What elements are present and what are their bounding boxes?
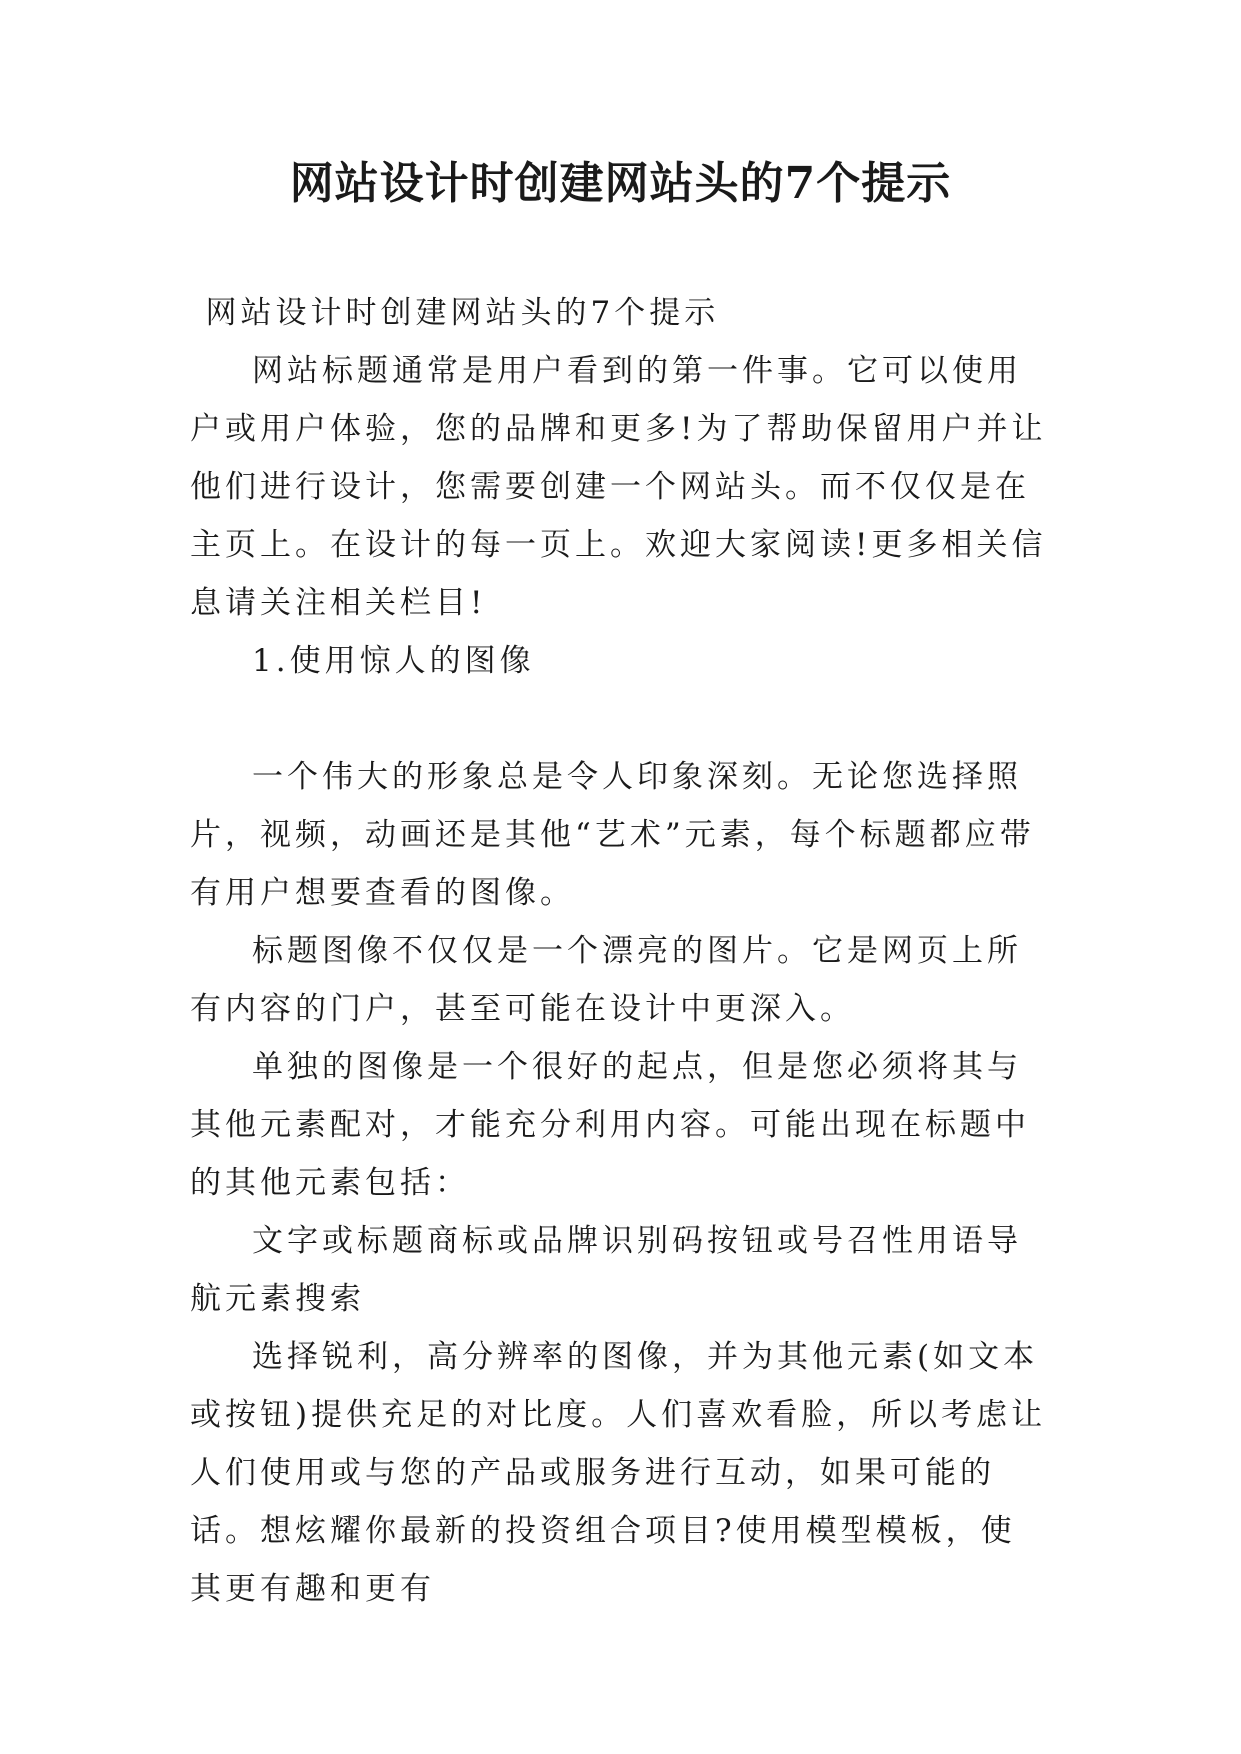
document-title: 网站设计时创建网站头的7个提示 bbox=[289, 158, 952, 209]
paragraph-header-image-portal: 标题图像不仅仅是一个漂亮的图片。它是网页上所有内容的门户，甚至可能在设计中更深入。 bbox=[190, 933, 1022, 1027]
paragraph-pair-elements: 单独的图像是一个很好的起点，但是您必须将其与其他元素配对，才能充分利用内容。可能出现在标题中的其他元素包括： bbox=[190, 1049, 1030, 1201]
paragraph-element-list: 文字或标题商标或品牌识别码按钮或号召性用语导航元素搜索 bbox=[190, 1223, 1022, 1317]
paragraph-image-impression: 一个伟大的形象总是令人印象深刻。无论您选择照片，视频，动画还是其他“艺术”元素，每个标题都应带有用户想要查看的图像。 bbox=[190, 759, 1035, 911]
section-heading-1: 1.使用惊人的图像 bbox=[252, 643, 535, 679]
subtitle-paragraph: 网站设计时创建网站头的7个提示 bbox=[205, 295, 720, 331]
document-body bbox=[190, 284, 1050, 1618]
intro-paragraph: 网站标题通常是用户看到的第一件事。它可以使用户或用户体验，您的品牌和更多!为了帮助保留用户并让他们进行设计，您需要创建一个网站头。而不仅仅是在主页上。在设计的每一页上。欢迎大家阅读!更多相关信息请关注相关栏目! bbox=[190, 353, 1047, 621]
paragraph-sharp-images: 选择锐利，高分辨率的图像，并为其他元素(如文本或按钮)提供充足的对比度。人们喜欢看脸，所以考虑让人们使用或与您的产品或服务进行互动，如果可能的话。想炫耀你最新的投资组合项目?使用模型模板，使其更有趣和更有 bbox=[190, 1339, 1047, 1607]
